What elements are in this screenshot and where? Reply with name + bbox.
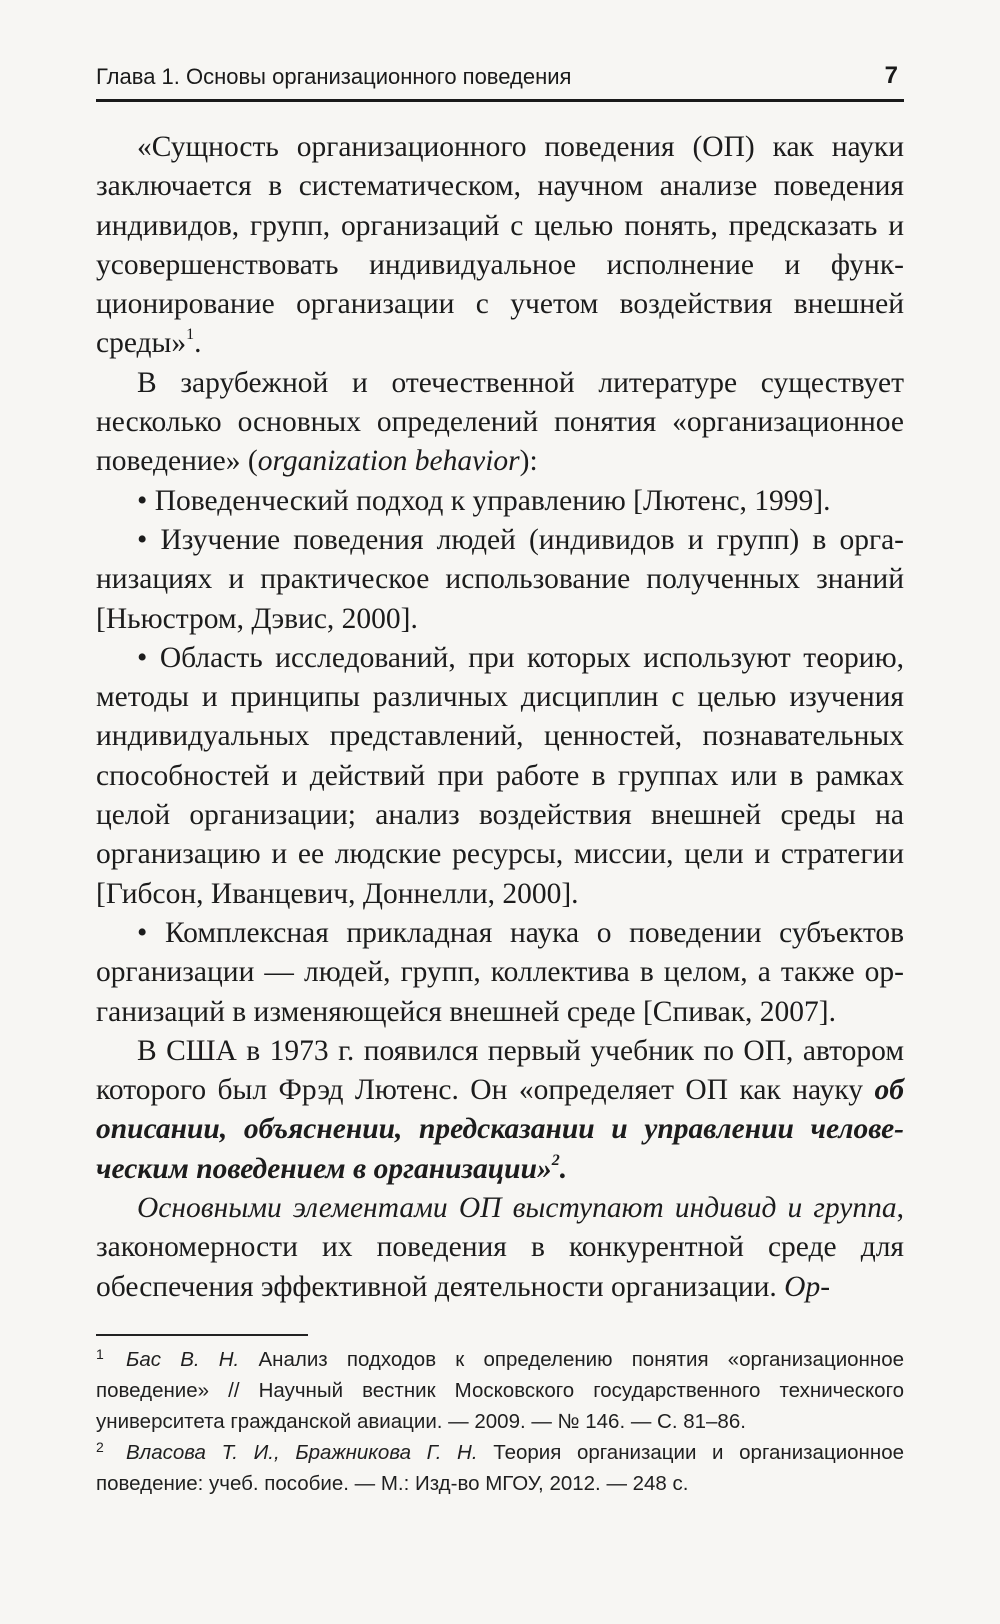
english-term: organization behavior	[257, 445, 520, 478]
elements-italic: Основными элементами ОП выступают индивид и группа	[137, 1192, 897, 1225]
bullet-item: • Поведенческий подход к управлению [Лютенс, 1999].	[137, 484, 831, 517]
paragraph-history	[96, 1032, 904, 1189]
bullet-item: • Комплексная прикладная наука о поведении субъектов организации — людей, групп, коллектива в целом, а также организаций в изменяющейся внешней среде [Спивак, 2007].	[96, 916, 904, 1028]
footnote-ref-1: 1	[186, 326, 195, 344]
footnote-author: Бас В. Н.	[126, 1348, 240, 1371]
running-head	[96, 62, 904, 102]
paragraph-definition-quote	[96, 128, 904, 364]
emphasis-definition: об описании, объяснении, предсказании и управлении человеческим поведением в организации»	[96, 1074, 904, 1185]
footnote-text: Теория организации и организационное поведение: учеб. пособие. — М.: Изд-во МГОУ, 2012. — 248 с.	[96, 1441, 904, 1495]
running-title: Глава 1. Основы организационного поведения	[96, 64, 572, 89]
quote-end: .	[194, 327, 202, 360]
footnote-divider	[96, 1334, 308, 1336]
intro-end: ):	[519, 445, 538, 478]
bullet-item: • Изучение поведения людей (индивидов и групп) в организациях и практическое использование полученных знаний [Ньюстром, Дэвис, 2000].	[96, 523, 904, 635]
footnote-1: 1 Бас В. Н. Анализ подходов к определению понятия «организационное поведение» // Научный вестник Московского государственного технического университета гражданской авиации. — 2009. — № 146. — С. 81–86.	[96, 1346, 904, 1433]
footnotes	[96, 1344, 904, 1499]
paragraph-definitions-intro	[96, 364, 904, 482]
history-text: В США в 1973 г. появился первый учебник по ОП, автором которого был Фрэд Лютенс. Он «определяет ОП как науку	[96, 1034, 904, 1107]
elements-continuation: Ор-	[784, 1270, 831, 1303]
quote-text: «Сущность организационного поведения (ОП) как науки заключается в систематическом, научном анализе поведения индивидов, групп, организаций с целью понять, предсказать и усовершенствовать индивидуальное исполнение и функционирование организации с учетом воздействия внешней среды»	[96, 131, 904, 360]
history-end: .	[559, 1152, 568, 1185]
bullet-item: • Область исследований, при которых используют теорию, методы и принципы различных дисциплин с целью изучения индивидуальных представлений, ценностей, познавательных способностей и действий при работе в группах или в рамках целой организации; анализ воздействия внешней среды на организацию и ее людские ресурсы, миссии, цели и стратегии [Гибсон, Иванцевич, Доннелли, 2000].	[96, 641, 904, 910]
page-number: 7	[884, 62, 898, 89]
intro-text: В зарубежной и отечественной литературе существует несколько основных определений понятия «организационное поведение» (	[96, 366, 904, 478]
footnote-author: Власова Т. И., Бражникова Г. Н.	[126, 1441, 478, 1464]
main-text	[96, 128, 904, 1307]
elements-text: , закономерности их поведения в конкурентной среде для обеспечения эффективной деятельности организации.	[96, 1192, 904, 1303]
footnote-text: Анализ подходов к определению понятия «организационное поведение» // Научный вестник Московского государственного технического университета гражданской авиации. — 2009. — № 146. — С. 81–86.	[96, 1348, 904, 1433]
paragraph-elements	[96, 1189, 904, 1307]
footnote-2: 2 Власова Т. И., Бражникова Г. Н. Теория организации и организационное поведение: учеб. пособие. — М.: Изд-во МГОУ, 2012. — 248 с.	[96, 1439, 904, 1495]
footnote-ref-2: 2	[551, 1151, 560, 1169]
